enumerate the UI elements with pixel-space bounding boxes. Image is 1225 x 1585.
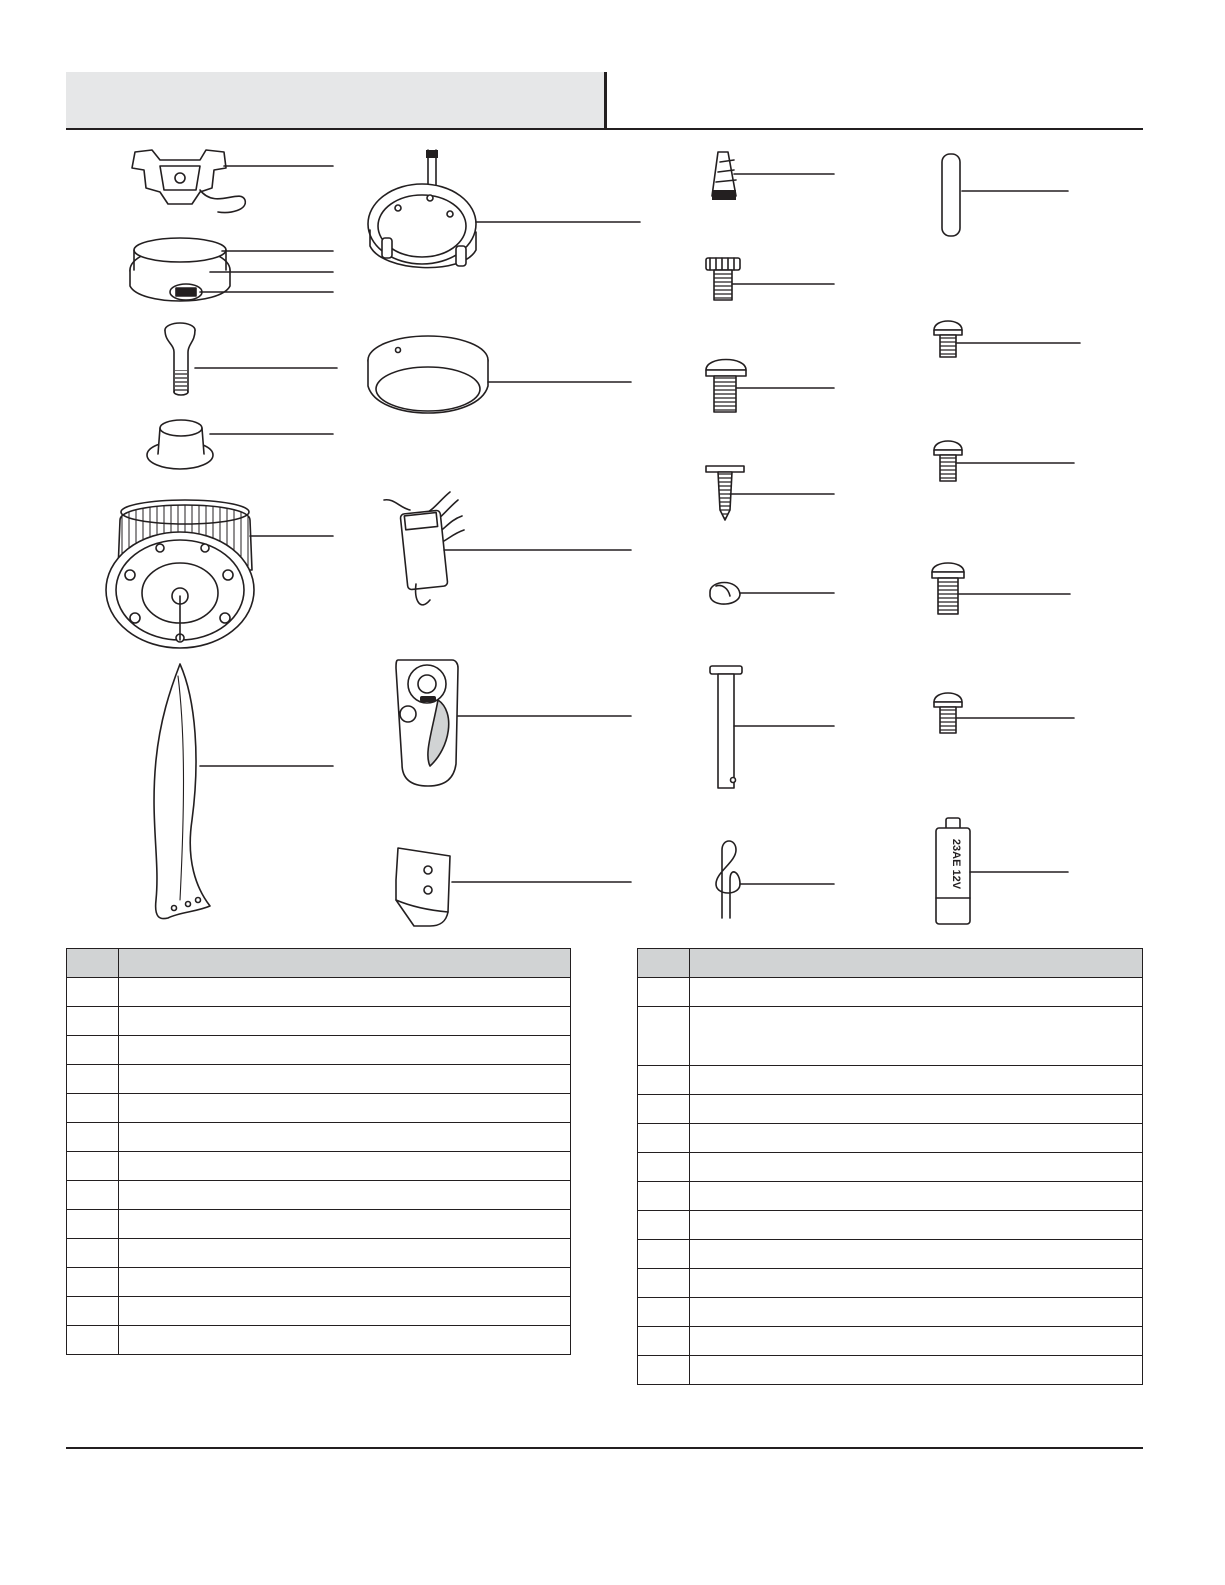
table-row xyxy=(67,1326,571,1355)
part-cell xyxy=(67,1123,119,1152)
description-column-header xyxy=(690,949,1143,978)
mounting-plate-drawing xyxy=(368,150,640,268)
description-cell xyxy=(690,978,1143,1007)
table-row xyxy=(67,1239,571,1268)
table-row xyxy=(67,1297,571,1326)
blade-screw-drawing xyxy=(706,360,834,413)
cap-nut-drawing xyxy=(710,583,834,605)
table-row xyxy=(67,1094,571,1123)
part-cell xyxy=(67,1152,119,1181)
remote-control-drawing xyxy=(396,660,631,786)
table-row xyxy=(638,1269,1143,1298)
table-row xyxy=(67,1210,571,1239)
part-column-header xyxy=(638,949,690,978)
small-screw-1-drawing xyxy=(934,321,1080,357)
blade-bracket-drawing xyxy=(396,848,631,926)
wood-screw-drawing xyxy=(706,466,834,520)
table-row xyxy=(638,1327,1143,1356)
part-cell xyxy=(638,1211,690,1240)
battery-drawing xyxy=(936,818,1068,924)
description-cell xyxy=(119,1326,571,1355)
description-cell xyxy=(119,1268,571,1297)
table-row xyxy=(638,1124,1143,1153)
part-cell xyxy=(67,1210,119,1239)
part-cell xyxy=(638,978,690,1007)
table-row xyxy=(67,1268,571,1297)
canopy-drawing xyxy=(130,238,333,301)
table-row xyxy=(638,1211,1143,1240)
description-cell xyxy=(690,1182,1143,1211)
description-cell xyxy=(690,1095,1143,1124)
table-row xyxy=(638,1240,1143,1269)
table-row xyxy=(638,1153,1143,1182)
parts-table-right xyxy=(637,948,1143,1385)
description-cell xyxy=(119,1123,571,1152)
part-cell xyxy=(638,1066,690,1095)
description-cell xyxy=(119,1152,571,1181)
part-cell xyxy=(67,1094,119,1123)
parts-table-left xyxy=(66,948,571,1355)
small-screw-3-drawing xyxy=(932,563,1070,614)
table-row xyxy=(638,1066,1143,1095)
description-cell xyxy=(119,1210,571,1239)
coupling-cover-drawing xyxy=(147,420,333,469)
description-cell xyxy=(690,1356,1143,1385)
clevis-pin-drawing xyxy=(710,666,834,788)
hairpin-clip-drawing xyxy=(716,841,834,918)
table-row xyxy=(67,978,571,1007)
description-cell xyxy=(690,1007,1143,1066)
part-cell xyxy=(638,1153,690,1182)
small-screw-4-drawing xyxy=(934,693,1074,733)
part-cell xyxy=(67,978,119,1007)
part-cell xyxy=(67,1036,119,1065)
part-cell xyxy=(67,1297,119,1326)
table-body xyxy=(67,978,571,1355)
table-row xyxy=(67,1007,571,1036)
battery-label: 23AE 12V xyxy=(950,838,962,890)
description-cell xyxy=(119,1297,571,1326)
part-cell xyxy=(638,1269,690,1298)
description-cell xyxy=(119,1094,571,1123)
description-cell xyxy=(119,978,571,1007)
switch-housing-drawing xyxy=(368,336,631,413)
part-cell xyxy=(67,1326,119,1355)
blade-drawing xyxy=(154,664,333,919)
downrod-drawing xyxy=(165,323,337,395)
table-row xyxy=(638,1007,1143,1066)
part-cell xyxy=(638,1182,690,1211)
part-cell xyxy=(67,1065,119,1094)
table-body xyxy=(638,978,1143,1385)
description-column-header xyxy=(119,949,571,978)
description-cell xyxy=(690,1298,1143,1327)
table-row xyxy=(67,1065,571,1094)
table-row xyxy=(67,1181,571,1210)
table-row xyxy=(67,1123,571,1152)
table-row xyxy=(638,1095,1143,1124)
receiver-drawing xyxy=(384,492,631,605)
table-row xyxy=(638,1356,1143,1385)
part-cell xyxy=(67,1007,119,1036)
part-cell xyxy=(67,1181,119,1210)
table-row xyxy=(638,1182,1143,1211)
footer-rule xyxy=(66,1447,1143,1449)
description-cell xyxy=(119,1007,571,1036)
part-column-header xyxy=(67,949,119,978)
description-cell xyxy=(119,1065,571,1094)
part-cell xyxy=(638,1298,690,1327)
table-row xyxy=(67,1152,571,1181)
description-cell xyxy=(119,1239,571,1268)
thumb-screw-drawing xyxy=(706,258,834,300)
part-cell xyxy=(638,1095,690,1124)
description-cell xyxy=(690,1211,1143,1240)
table-row xyxy=(638,978,1143,1007)
description-cell xyxy=(690,1327,1143,1356)
table-header-row xyxy=(67,949,571,978)
motor-assembly-drawing xyxy=(106,500,333,648)
part-cell xyxy=(638,1327,690,1356)
mounting-bracket-drawing xyxy=(132,150,333,213)
balancing-pin-drawing xyxy=(942,154,1068,236)
description-cell xyxy=(690,1066,1143,1095)
part-cell xyxy=(638,1124,690,1153)
description-cell xyxy=(690,1269,1143,1298)
part-cell xyxy=(67,1268,119,1297)
part-cell xyxy=(638,1356,690,1385)
part-cell xyxy=(638,1240,690,1269)
description-cell xyxy=(119,1036,571,1065)
table-row xyxy=(638,1298,1143,1327)
description-cell xyxy=(690,1240,1143,1269)
description-cell xyxy=(119,1181,571,1210)
wire-connector-drawing xyxy=(712,152,834,200)
part-cell xyxy=(67,1239,119,1268)
small-screw-2-drawing xyxy=(934,441,1074,481)
part-cell xyxy=(638,1007,690,1066)
table-row xyxy=(67,1036,571,1065)
description-cell xyxy=(690,1124,1143,1153)
table-header-row xyxy=(638,949,1143,978)
description-cell xyxy=(690,1153,1143,1182)
